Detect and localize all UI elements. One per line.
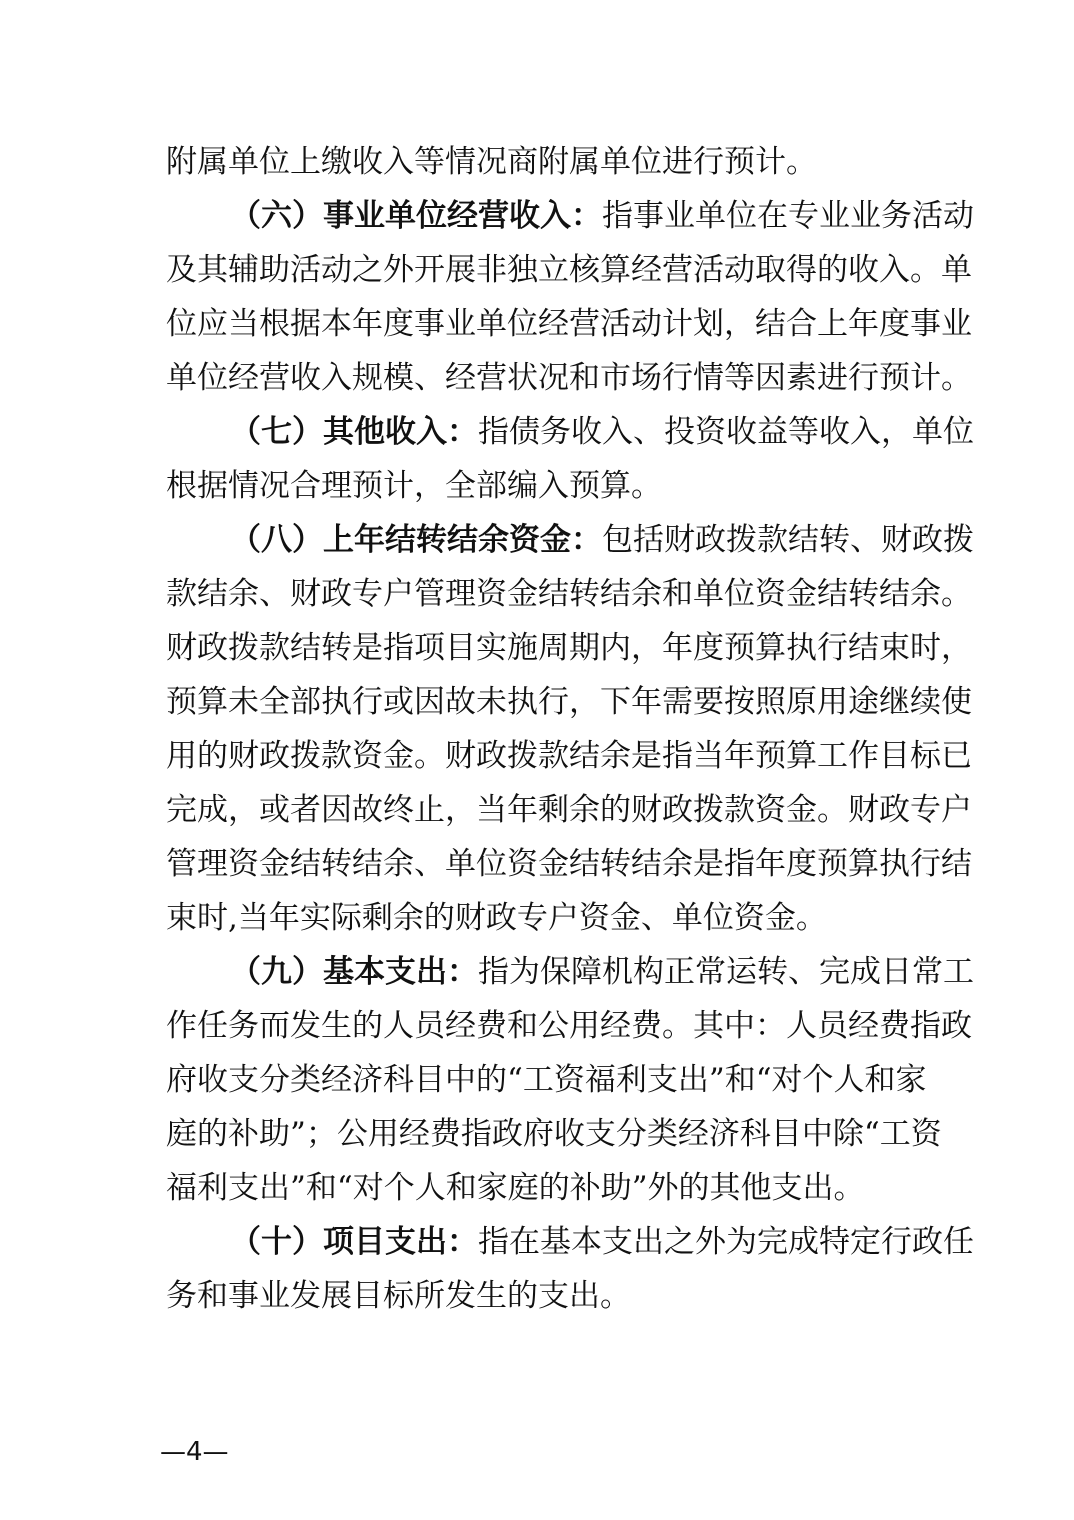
text-line <box>166 1112 942 1156</box>
section-heading: （七）其他收入： <box>230 414 478 450</box>
line-text: 庭的补助”；公用经费指政府收支分类经济科目中除“工资 <box>166 1116 942 1152</box>
section-heading-line <box>230 194 974 238</box>
section-heading-line <box>230 410 974 454</box>
line-text: 位应当根据本年度事业单位经营活动计划，结合上年度事业 <box>166 306 972 342</box>
section-heading-line <box>230 950 974 994</box>
text-line <box>166 626 972 670</box>
line-text: 作任务而发生的人员经费和公用经费。其中：人员经费指政 <box>166 1008 972 1044</box>
text-line <box>166 1166 911 1210</box>
text-line <box>166 734 972 778</box>
text-line <box>166 1004 972 1048</box>
text-line <box>166 842 972 886</box>
section-heading-line <box>230 518 974 562</box>
section-heading: （六）事业单位经营收入： <box>230 198 602 234</box>
text-line <box>166 248 972 292</box>
text-line <box>166 572 972 616</box>
page-number: —4— <box>160 1437 229 1467</box>
line-text: 指债务收入、投资收益等收入，单位 <box>478 414 974 450</box>
line-text: 包括财政拨款结转、财政拨 <box>602 522 974 558</box>
line-text: 及其辅助活动之外开展非独立核算经营活动取得的收入。单 <box>166 252 972 288</box>
text-line <box>166 680 972 724</box>
line-text: 财政拨款结转是指项目实施周期内，年度预算执行结束时， <box>166 630 972 666</box>
section-heading-line <box>230 1220 974 1264</box>
line-text: 指在基本支出之外为完成特定行政任 <box>478 1224 974 1260</box>
line-text: 单位经营收入规模、经营状况和市场行情等因素进行预计。 <box>166 360 972 396</box>
text-line <box>166 356 972 400</box>
text-line <box>166 1274 911 1318</box>
line-text: 用的财政拨款资金。财政拨款结余是指当年预算工作目标已 <box>166 738 972 774</box>
text-line <box>166 788 972 832</box>
line-text: 预算未全部执行或因故未执行，下年需要按照原用途继续使 <box>166 684 972 720</box>
section-heading: （八）上年结转结余资金： <box>230 522 602 558</box>
line-text: 根据情况合理预计，全部编入预算。 <box>166 468 662 504</box>
text-line <box>166 140 911 184</box>
line-text: 管理资金结转结余、单位资金结转结余是指年度预算执行结 <box>166 846 972 882</box>
line-text: 府收支分类经济科目中的“工资福利支出”和“对个人和家 <box>166 1062 927 1098</box>
section-heading: （九）基本支出： <box>230 954 478 990</box>
line-text: 完成，或者因故终止，当年剩余的财政拨款资金。财政专户 <box>166 792 972 828</box>
line-text: 福利支出”和“对个人和家庭的补助”外的其他支出。 <box>166 1170 865 1206</box>
line-text: 指事业单位在专业业务活动 <box>602 198 974 234</box>
line-text: 附属单位上缴收入等情况商附属单位进行预计。 <box>166 144 817 180</box>
section-heading: （十）项目支出： <box>230 1224 478 1260</box>
line-text: 务和事业发展目标所发生的支出。 <box>166 1278 631 1314</box>
text-line <box>166 1058 927 1102</box>
text-line <box>166 896 911 940</box>
text-line <box>166 464 911 508</box>
text-line <box>166 302 972 346</box>
line-text: 束时,当年实际剩余的财政专户资金、单位资金。 <box>166 900 827 936</box>
line-text: 款结余、财政专户管理资金结转结余和单位资金结转结余。 <box>166 576 972 612</box>
line-text: 指为保障机构正常运转、完成日常工 <box>478 954 974 990</box>
